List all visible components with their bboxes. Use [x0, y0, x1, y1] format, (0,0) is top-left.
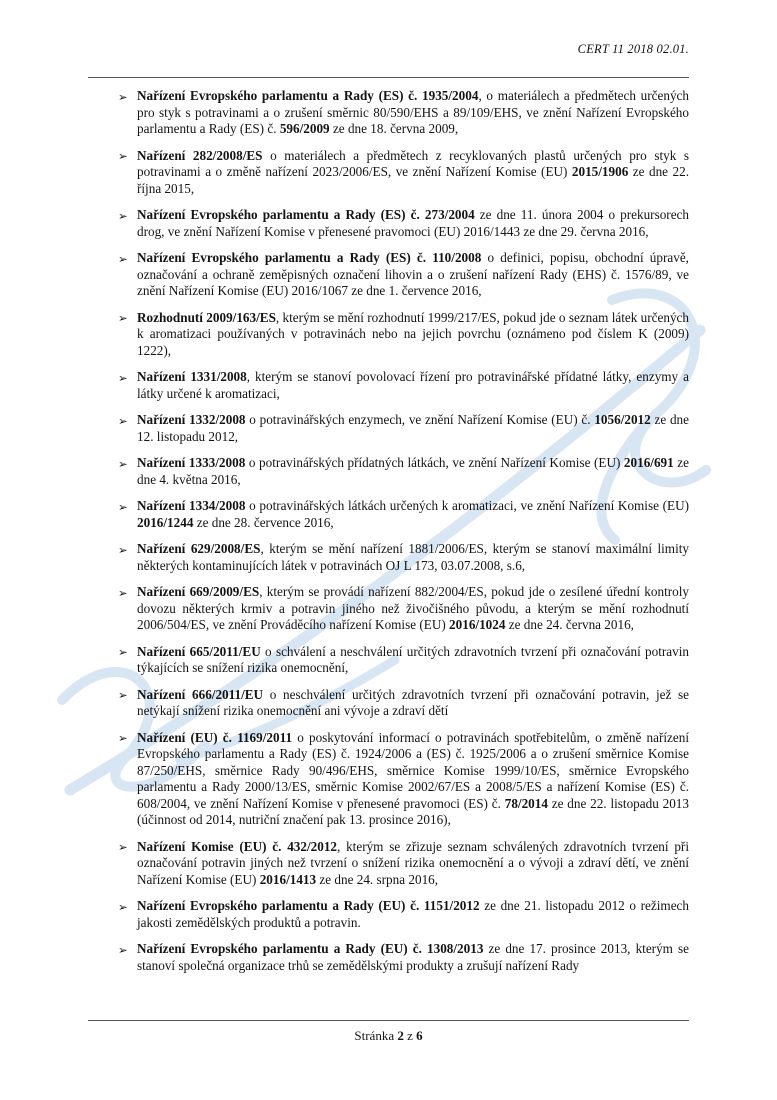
- bullet-arrow-icon: ➢: [118, 645, 128, 659]
- list-item: [118, 207, 689, 240]
- header-rule: [88, 77, 689, 78]
- list-item-text: Nařízení Evropského parlamentu a Rady (ES) č. 110/2008 o definici, popisu, obchodní úpravě, označování a ochraně zeměpisných označení lihovin a o zrušení nařízení Rady (EHS) č. 1576/89, ve znění Nařízení Komise (EU) 2016/1067 ze dne 1. července 2016,: [137, 250, 689, 298]
- list-item-text: Nařízení 1332/2008 o potravinářských enzymech, ve znění Nařízení Komise (EU) č. 1056/2012 ze dne 12. listopadu 2012,: [137, 412, 689, 444]
- bullet-arrow-icon: ➢: [118, 251, 128, 266]
- footer-separator: z: [407, 1028, 413, 1043]
- footer-label: Stránka: [354, 1028, 395, 1043]
- list-item: [118, 148, 689, 198]
- bullet-arrow-icon: ➢: [118, 456, 128, 471]
- list-item: [118, 541, 689, 574]
- list-item: [118, 250, 689, 300]
- list-item-text: Nařízení 665/2011/EU o schválení a neschválení určitých zdravotních tvrzení při označování potravin týkajících se snížení rizika onemocnění,: [137, 643, 689, 675]
- list-item: [118, 644, 689, 677]
- list-item-text: Nařízení 1333/2008 o potravinářských přídatných látkách, ve znění Nařízení Komise (EU) 2016/691 ze dne 4. května 2016,: [137, 455, 689, 487]
- bullet-arrow-icon: ➢: [118, 542, 128, 557]
- regulation-list: [118, 88, 689, 974]
- list-item-text: Nařízení Evropského parlamentu a Rady (ES) č. 1935/2004, o materiálech a předmětech určených pro styk s potravinami a o zrušení směrnic 80/590/EHS a 89/109/EHS, ve znění Nařízení Evropského parlamentu a Rady (ES) č. 596/2009 ze dne 18. června 2009,: [137, 88, 689, 136]
- list-item-text: Nařízení 1331/2008, kterým se stanoví povolovací řízení pro potravinářské přídatné látky, enzymy a látky určené k aromatizaci,: [137, 369, 689, 401]
- list-item-text: Nařízení Komise (EU) č. 432/2012, kterým se zřizuje seznam schválených zdravotních tvrzení při označování potravin jiných než tvrzení o snížení rizika onemocnění a o vývoji a zdraví dětí, ve znění Nařízení Komise (EU) 2016/1413 ze dne 24. srpna 2016,: [137, 838, 689, 887]
- bullet-arrow-icon: ➢: [118, 585, 128, 600]
- list-item-text: Nařízení 666/2011/EU o neschválení určitých zdravotních tvrzení při označování potravin, jež se netýkají snížení rizika onemocnění ani vývoje a zdraví dětí: [137, 686, 689, 718]
- bullet-arrow-icon: ➢: [118, 149, 128, 163]
- list-item: [118, 412, 689, 445]
- bullet-arrow-icon: ➢: [118, 840, 128, 854]
- bullet-arrow-icon: ➢: [118, 311, 128, 325]
- bullet-arrow-icon: ➢: [118, 89, 128, 104]
- list-item-text: Nařízení (EU) č. 1169/2011 o poskytování informací o potravinách spotřebitelům, o změně nařízení Evropského parlamentu a Rady (ES) č. 1924/2006 a (ES) č. 1925/2006 a o zrušení směrnice Komise 87/250/EHS, směrnice Rady 90/496/EHS, směrnice Komise 1999/10/ES, směrnice Evropského parlamentu a Rady 2000/13/ES, směrnic Komise 2002/67/ES a 2008/5/ES a nařízení Komise (ES) č. 608/2004, ve znění Nařízení Komise v přenesené pravomoci (ES) č. 78/2014 ze dne 22. listopadu 2013 (účinnost od 2014, nutriční značení pak 13. prosince 2016),: [137, 729, 689, 827]
- list-item-text: Nařízení Evropského parlamentu a Rady (ES) č. 273/2004 ze dne 11. února 2004 o prekursorech drog, ve znění Nařízení Komise v přenesené pravomoci (EU) 2016/1443 ze dne 29. června 2016,: [137, 207, 689, 239]
- bullet-arrow-icon: ➢: [118, 208, 128, 223]
- list-item: [118, 898, 689, 931]
- bullet-arrow-icon: ➢: [118, 413, 128, 428]
- list-item: [118, 88, 689, 138]
- list-item-text: Rozhodnutí 2009/163/ES, kterým se mění rozhodnutí 1999/217/ES, pokud jde o seznam látek určených k aromatizaci používaných v potravinách nebo na jejich povrchu (oznámeno pod číslem K (2009) 1222),: [137, 309, 689, 358]
- list-item-text: Nařízení 629/2008/ES, kterým se mění nařízení 1881/2006/ES, kterým se stanoví maximální limity některých kontaminujících látek v potravinách OJ L 173, 03.07.2008, s.6,: [137, 541, 689, 573]
- footer-page-number: 2: [397, 1028, 404, 1043]
- document-reference-text: CERT 11 2018 02.01.: [577, 42, 689, 56]
- list-item: [118, 369, 689, 402]
- list-item: [118, 687, 689, 720]
- list-item-text: Nařízení 1334/2008 o potravinářských látkách určených k aromatizaci, ve znění Nařízení Komise (EU) 2016/1244 ze dne 28. července 2016,: [137, 498, 689, 530]
- page-footer: [88, 1020, 689, 1044]
- list-item: [118, 310, 689, 360]
- list-item-text: Nařízení 282/2008/ES o materiálech a předmětech z recyklovaných plastů určených pro styk s potravinami a o změně nařízení 2023/2006/ES, ve znění Nařízení Komise (EU) 2015/1906 ze dne 22. října 2015,: [137, 147, 689, 196]
- list-item: [118, 941, 689, 974]
- list-item-text: Nařízení 669/2009/ES, kterým se provádí nařízení 882/2004/ES, pokud jde o zesílené úřední kontroly dovozu některých krmiv a potravin jiného než živočišného původu, a kterým se mění rozhodnutí 2006/504/ES, ve znění Prováděcího nařízení Komise (EU) 2016/1024 ze dne 24. června 2016,: [137, 584, 689, 632]
- list-item: [118, 498, 689, 531]
- list-item: [118, 730, 689, 829]
- bullet-arrow-icon: ➢: [118, 942, 128, 957]
- bullet-arrow-icon: ➢: [118, 731, 128, 745]
- document-reference: [88, 42, 689, 57]
- list-item-text: Nařízení Evropského parlamentu a Rady (EU) č. 1308/2013 ze dne 17. prosince 2013, kterým se stanoví společná organizace trhů se zemědělskými produkty a zrušují nařízení Rady: [137, 941, 689, 973]
- bullet-arrow-icon: ➢: [118, 499, 128, 514]
- footer-page-total: 6: [416, 1028, 423, 1043]
- list-item: [118, 584, 689, 634]
- bullet-arrow-icon: ➢: [118, 688, 128, 702]
- list-item-text: Nařízení Evropského parlamentu a Rady (EU) č. 1151/2012 ze dne 21. listopadu 2012 o režimech jakosti zemědělských produktů a potravin.: [137, 898, 689, 930]
- list-item: [118, 455, 689, 488]
- bullet-arrow-icon: ➢: [118, 370, 128, 385]
- bullet-arrow-icon: ➢: [118, 899, 128, 914]
- list-item: [118, 839, 689, 889]
